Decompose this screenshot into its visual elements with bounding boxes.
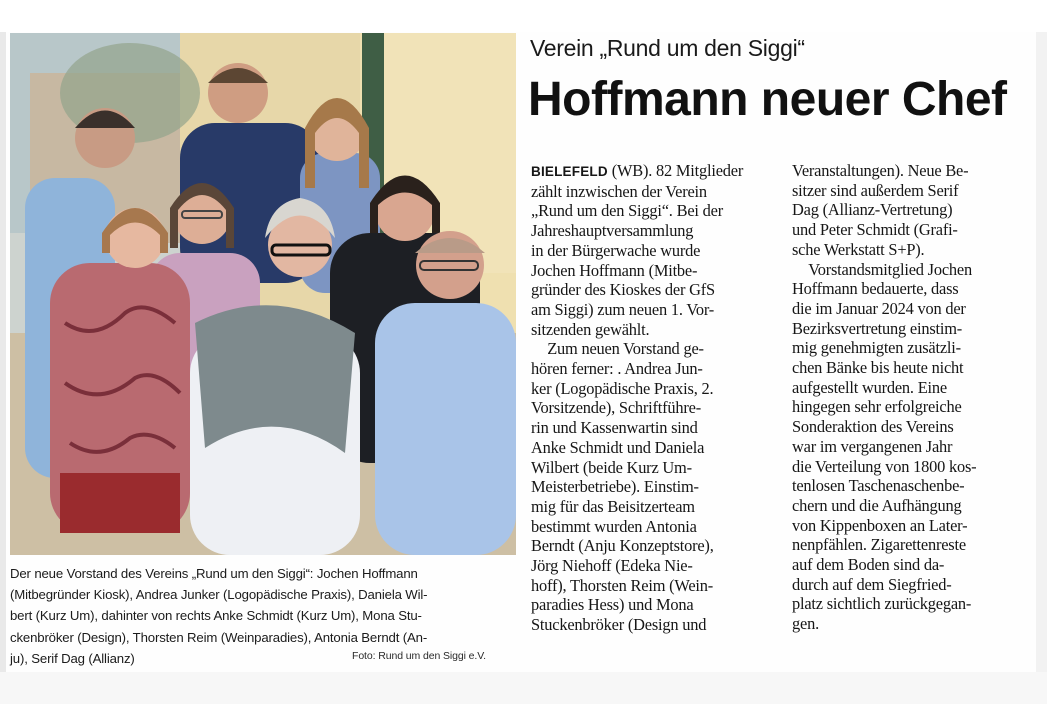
body-line: gen.	[792, 614, 819, 634]
dateline: BIELEFELD	[531, 164, 608, 179]
body-line: sche Werkstatt S+P).	[792, 239, 925, 259]
group-photo-illustration	[10, 33, 516, 555]
article-column-1	[531, 161, 783, 635]
article-headline: Hoffmann neuer Chef	[528, 73, 1007, 126]
right-edge	[1036, 32, 1047, 672]
body-line: hoff), Thorsten Reim (Wein-	[531, 575, 714, 595]
body-line: Hoffmann bedauerte, dass	[792, 279, 959, 299]
body-line: Sonderaktion des Vereins	[792, 417, 954, 437]
left-edge	[0, 32, 6, 672]
body-line: auf dem Boden sind da-	[792, 555, 945, 575]
body-line: chen Bänke bis heute nicht	[792, 358, 964, 378]
article-column-2	[792, 161, 1036, 634]
body-line: am Siggi) zum neuen 1. Vor-	[531, 299, 715, 319]
body-line: Jörg Niehoff (Edeka Nie-	[531, 556, 693, 576]
body-line: bestimmt wurden Antonia	[531, 516, 697, 536]
body-line: nenpfählen. Zigarettenreste	[792, 535, 966, 555]
body-line: Jochen Hoffmann (Mitbe-	[531, 260, 698, 280]
body-line: Wilbert (beide Kurz Um-	[531, 457, 692, 477]
photo-credit: Foto: Rund um den Siggi e.V.	[352, 650, 486, 662]
body-line: mig genehmigten zusätzli-	[792, 338, 961, 358]
body-line: sitzenden gewählt.	[531, 319, 650, 339]
body-line: Veranstaltungen). Neue Be-	[792, 161, 969, 180]
body-line: war im vergangenen Jahr	[792, 436, 953, 456]
body-line: rin und Kassenwartin sind	[531, 418, 698, 438]
body-line: Zum neuen Vorstand ge-	[531, 339, 704, 359]
body-line: durch auf dem Siegfried-	[792, 574, 952, 594]
body-line: gründer des Kioskes der GfS	[531, 280, 715, 300]
body-line: Stuckenbröker (Design und	[531, 615, 707, 635]
body-line: paradies Hess) und Mona	[531, 595, 694, 615]
body-line: mig für das Beisitzerteam	[531, 496, 695, 516]
body-line: platz sichtlich zurückgegan-	[792, 594, 972, 614]
body-line: Vorsitzende), Schriftführe-	[531, 398, 701, 418]
caption-line: ckenbröker (Design), Thorsten Reim (Weinparadies), Antonia Berndt (An-	[10, 629, 428, 645]
body-line: und Peter Schmidt (Grafi-	[792, 220, 958, 240]
body-line: „Rund um den Siggi“. Bei der	[531, 201, 723, 221]
body-line: Jahreshauptversammlung	[531, 221, 694, 241]
body-line: hören ferner: . Andrea Jun-	[531, 359, 703, 379]
caption-line: Der neue Vorstand des Vereins „Rund um den Siggi“: Jochen Hoffmann	[10, 566, 418, 581]
body-line: zählt inzwischen der Verein	[531, 181, 707, 201]
body-line-text: (WB). 82 Mitglieder	[607, 161, 744, 180]
body-line: Berndt (Anju Konzeptstore),	[531, 536, 714, 556]
body-line: sitzer sind außerdem Serif	[792, 180, 959, 200]
body-line: Meisterbetriebe). Einstim-	[531, 477, 699, 497]
body-line: Anke Schmidt und Daniela	[531, 437, 705, 457]
body-line: von Kippenboxen an Later-	[792, 515, 968, 535]
caption-line: bert (Kurz Um), dahinter von rechts Anke Schmidt (Kurz Um), Mona Stu-	[10, 608, 422, 624]
body-line: die im Januar 2024 von der	[792, 298, 966, 318]
body-line: hingegen sehr erfolgreiche	[792, 397, 962, 417]
caption-line: ju), Serif Dag (Allianz)	[10, 650, 135, 666]
top-margin	[0, 0, 1047, 32]
bottom-margin	[0, 672, 1047, 704]
article-kicker: Verein „Rund um den Siggi“	[530, 35, 805, 61]
body-line: in der Bürgerwache wurde	[531, 240, 701, 260]
body-line: Bezirksvertretung einstim-	[792, 318, 963, 338]
body-line: Dag (Allianz-Vertretung)	[792, 200, 953, 220]
group-photo	[10, 33, 516, 555]
body-line: aufgestellt wurden. Eine	[792, 377, 947, 397]
body-line: chern und die Aufhängung	[792, 495, 962, 515]
caption-line: (Mitbegründer Kiosk), Andrea Junker (Logopädische Praxis), Daniela Wil-	[10, 587, 428, 603]
body-line	[531, 161, 783, 182]
body-line: ker (Logopädische Praxis, 2.	[531, 378, 714, 398]
body-line: Vorstandsmitglied Jochen	[792, 259, 972, 279]
body-line: die Verteilung von 1800 kos-	[792, 456, 977, 476]
body-line: tenlosen Taschenaschenbe-	[792, 476, 965, 496]
